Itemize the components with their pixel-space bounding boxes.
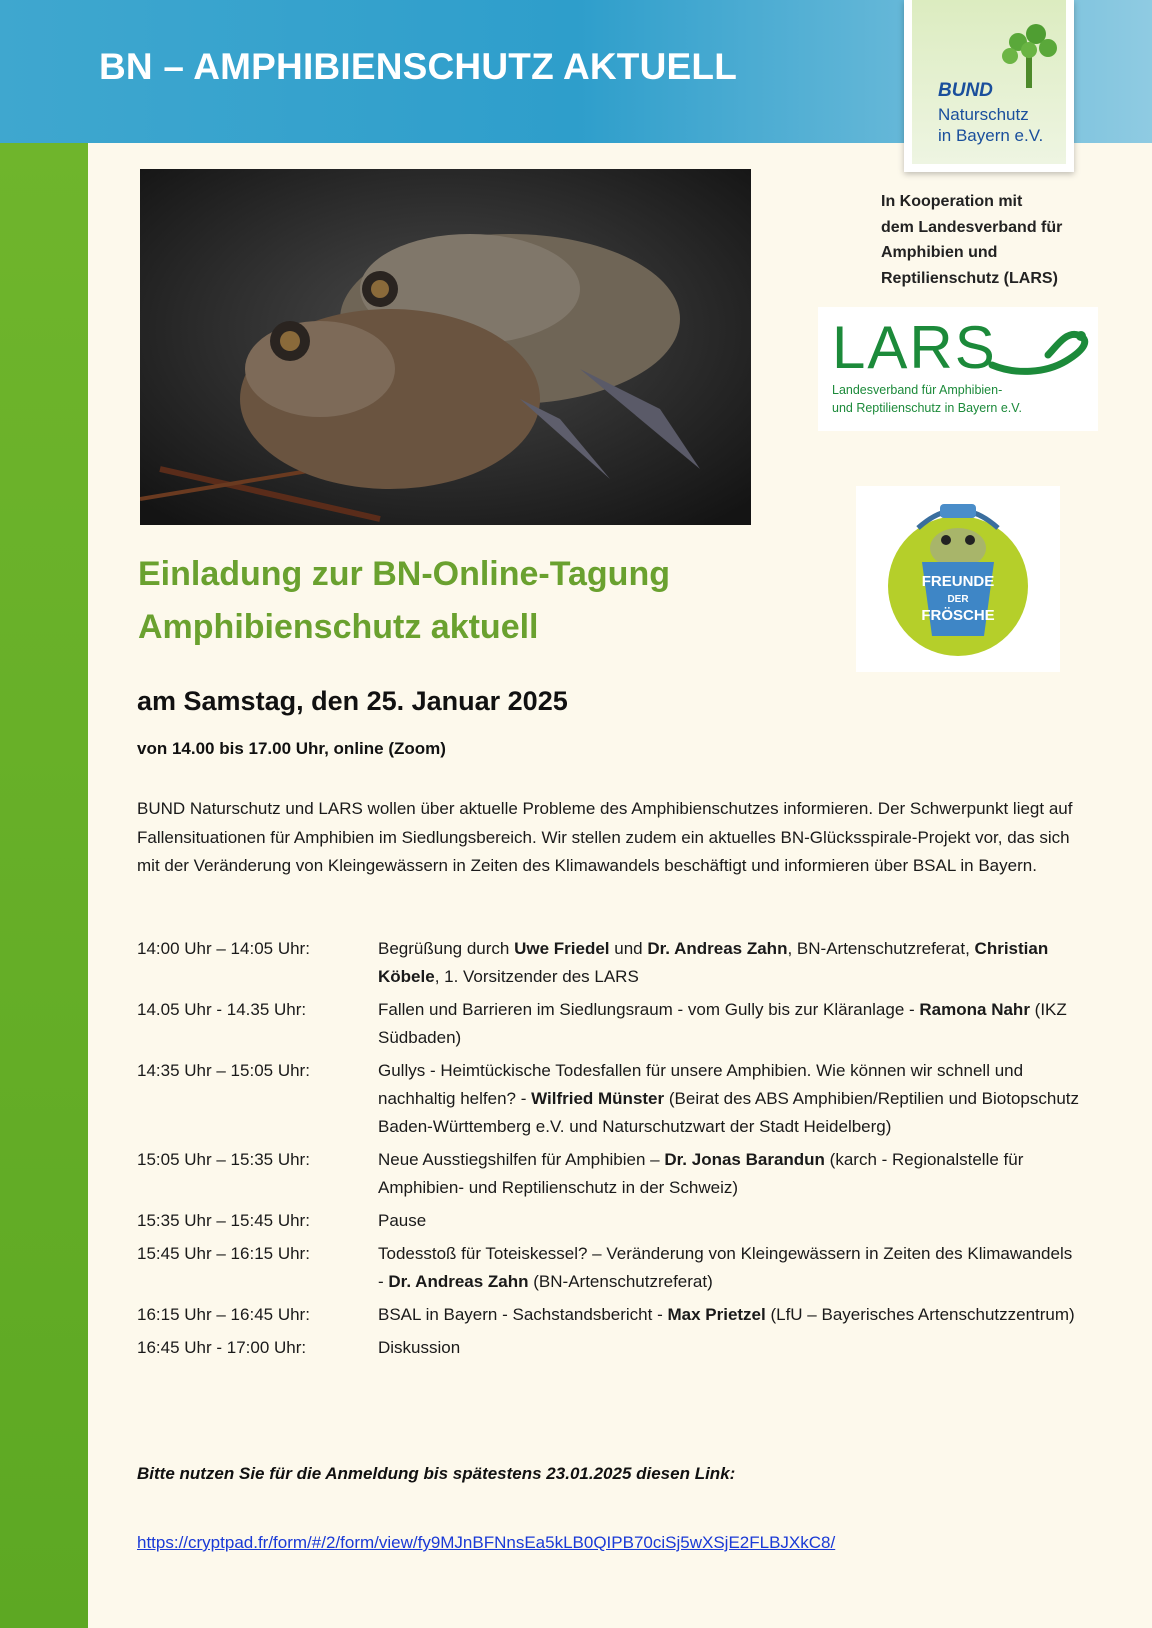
program-time: 14:35 Uhr – 15:05 Uhr: [137,1061,310,1080]
speaker-name: Dr. Andreas Zahn [647,939,788,958]
program-description [378,1334,1082,1362]
program-row [137,1146,1082,1202]
freunde-der-froesche-logo [856,486,1060,672]
frog-bucket-icon [856,486,1060,672]
program-text: , BN-Artenschutzreferat, [787,939,975,958]
cooperation-note [881,189,1121,291]
program-time: 15:35 Uhr – 15:45 Uhr: [137,1211,310,1230]
cooperation-line: In Kooperation mit [881,193,1023,210]
program-text: Fallen und Barrieren im Siedlungsraum - vom Gully bis zur Kläranlage - [378,1000,920,1019]
program-row [137,1301,1082,1329]
program-time: 16:45 Uhr - 17:00 Uhr: [137,1338,307,1357]
program-text: Neue Ausstiegshilfen für Amphibien – [378,1150,665,1169]
headline-line: Einladung zur BN-Online-Tagung [138,555,670,593]
registration-link[interactable]: https://cryptpad.fr/form/#/2/form/view/fy9MJnBFNnsEa5kLB0QIPB70ciSj5wXSjE2FLBJXkC8/ [137,1533,836,1552]
frog-logo-line: DER [947,594,969,605]
program-text: BSAL in Bayern - Sachstandsbericht - [378,1305,668,1324]
program-text: (LfU – Bayerisches Artenschutzzentrum) [765,1305,1075,1324]
program-text: (karch - Regionalstelle für Amphibien- und Reptilienschutz in der Schweiz) [378,1150,1024,1197]
program-time: 16:15 Uhr – 16:45 Uhr: [137,1305,310,1324]
program-description [378,1146,1082,1202]
program-description [378,1301,1082,1329]
speaker-name: Max Prietzel [667,1305,766,1324]
program-text: , 1. Vorsitzender des LARS [434,967,639,986]
program-row [137,1207,1082,1235]
program-list [137,935,1082,1367]
headline-line: Amphibienschutz aktuell [138,608,539,646]
program-description [378,1057,1082,1141]
program-text: Todesstoß für Toteiskessel? – Veränderung von Kleingewässern in Zeiten des Klimawandels - [378,1244,1073,1291]
lars-logo [818,307,1098,431]
event-date: am Samstag, den 25. Januar 2025 [137,686,568,716]
green-side-strip [0,143,88,1628]
cooperation-line: Reptilienschutz (LARS) [881,269,1058,287]
speaker-name: Uwe Friedel [514,939,610,958]
cooperation-line: Amphibien und [881,244,998,261]
program-row [137,935,1082,991]
lars-sub-line: und Reptilienschutz in Bayern e.V. [832,401,1022,415]
program-row [137,1240,1082,1296]
program-description [378,1240,1082,1296]
program-text: und [609,939,648,958]
frog-photo [140,169,751,525]
program-time: 15:45 Uhr – 16:15 Uhr: [137,1244,310,1263]
speaker-name: Christian Köbele [378,939,1049,986]
registration-cta: Bitte nutzen Sie für die Anmeldung bis spätestens 23.01.2025 diesen Link: [137,1464,736,1483]
page-title: BN – AMPHIBIENSCHUTZ AKTUELL [99,46,738,87]
program-text: (BN-Artenschutzreferat) [528,1272,713,1291]
invitation-headline [138,548,818,654]
speaker-name: Dr. Jonas Barandun [664,1150,825,1169]
program-description [378,996,1082,1052]
tree-icon [996,20,1062,92]
bund-subtitle [938,104,1068,146]
program-description [378,1207,1082,1235]
bund-brand: BUND [938,80,993,101]
bund-sub-line: in Bayern e.V. [938,126,1044,145]
lars-wordmark: LARS [832,314,997,381]
frog-logo-line: FRÖSCHE [921,607,995,624]
lars-subtitle [832,381,1092,417]
program-text: Diskussion [378,1338,461,1357]
salamander-icon [986,325,1094,381]
speaker-name: Ramona Nahr [919,1000,1030,1019]
speaker-name: Wilfried Münster [531,1089,665,1108]
program-text: Begrüßung durch [378,939,515,958]
lars-sub-line: Landesverband für Amphibien- [832,383,1003,397]
program-time: 14:00 Uhr – 14:05 Uhr: [137,939,310,958]
program-row [137,996,1082,1052]
bund-logo [904,0,1074,172]
program-text: (IKZ Südbaden) [378,1000,1067,1047]
event-time: von 14.00 bis 17.00 Uhr, online (Zoom) [137,739,446,758]
intro-paragraph: BUND Naturschutz und LARS wollen über aktuelle Probleme des Amphibienschutzes informieren. Der Schwerpunkt liegt auf Fallensituationen für Amphibien im Siedlungsbereich. Wir stellen zudem ein aktuelles BN-Glücksspirale-Projekt vor, das sich mit der Veränderung von Kleingewässern in Zeiten des Klimawandels beschäftigt und informieren über BSAL in Bayern. [137,799,1073,875]
speaker-name: Dr. Andreas Zahn [388,1272,529,1291]
program-text: Pause [378,1211,427,1230]
frog-logo-line: FREUNDE [921,573,995,590]
program-row [137,1057,1082,1141]
program-text: Gullys - Heimtückische Todesfallen für unsere Amphibien. Wie können wir schnell und nachhaltig helfen? - [378,1061,1024,1108]
program-time: 15:05 Uhr – 15:35 Uhr: [137,1150,310,1169]
cooperation-line: dem Landesverband für [881,218,1063,236]
program-text: (Beirat des ABS Amphibien/Reptilien und Biotopschutz Baden-Württemberg e.V. und Naturschutzwart der Stadt Heidelberg) [378,1089,1079,1136]
program-row [137,1334,1082,1362]
program-description [378,935,1082,991]
bund-sub-line: Naturschutz [938,105,1029,124]
program-time: 14.05 Uhr - 14.35 Uhr: [137,1000,307,1019]
